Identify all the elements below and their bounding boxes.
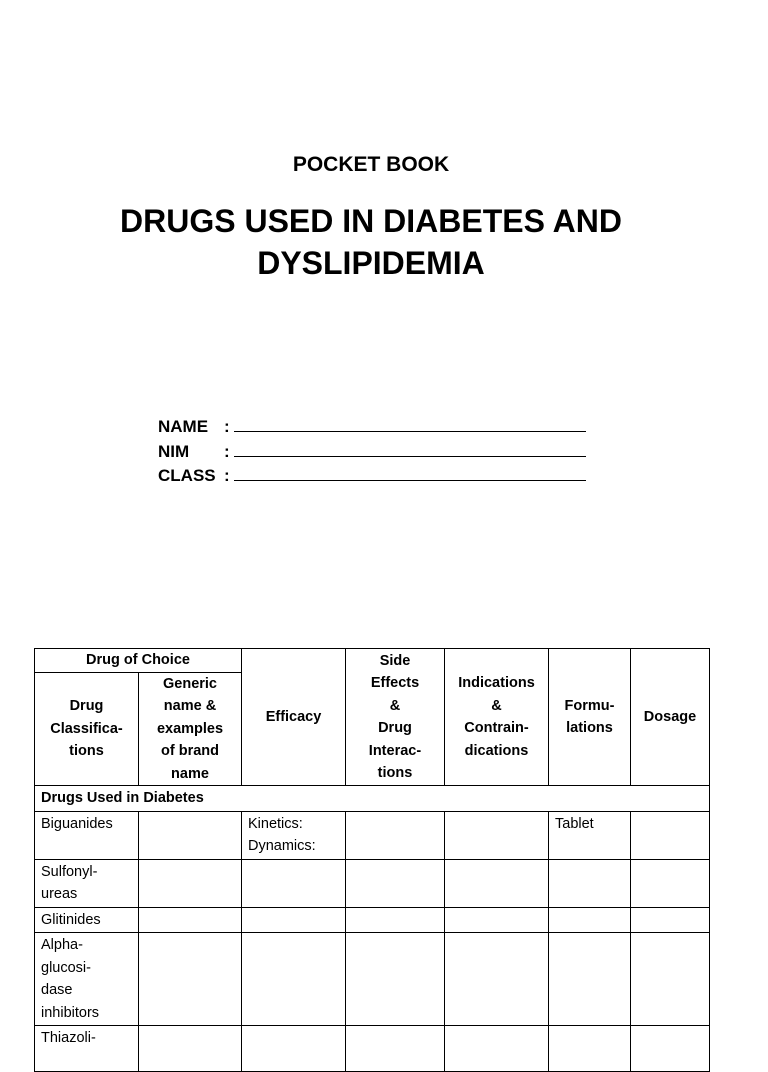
classification-cell: Glitinides <box>35 907 139 933</box>
document-subtitle: POCKET BOOK <box>292 153 450 176</box>
classification-header: Drug Classifica- tions <box>35 672 139 786</box>
indications-cell[interactable] <box>445 811 549 859</box>
nim-blank-line[interactable] <box>234 439 586 457</box>
name-blank-line[interactable] <box>234 414 586 432</box>
generic-name-cell[interactable] <box>139 859 242 907</box>
generic-name-cell[interactable] <box>139 933 242 1026</box>
formulations-cell[interactable] <box>549 907 631 933</box>
efficacy-cell[interactable] <box>242 933 346 1026</box>
classification-cell: Thiazoli- <box>35 1026 139 1072</box>
generic-name-cell[interactable] <box>139 811 242 859</box>
indications-cell[interactable] <box>445 1026 549 1072</box>
nim-label: NIM <box>158 441 190 461</box>
class-blank-line[interactable] <box>234 463 586 481</box>
side-effects-cell[interactable] <box>346 933 445 1026</box>
side-effects-cell[interactable] <box>346 859 445 907</box>
dosage-cell[interactable] <box>631 1026 710 1072</box>
generic-name-header: Generic name & examples of brand name <box>139 672 242 786</box>
side-effects-cell[interactable] <box>346 811 445 859</box>
class-label: CLASS <box>158 466 216 485</box>
dosage-header: Dosage <box>631 649 710 786</box>
side-effects-header: Side Effects & Drug Interac- tions <box>346 649 445 786</box>
nim-field-row <box>158 439 586 464</box>
generic-name-cell[interactable] <box>139 907 242 933</box>
indications-header: Indications & Contrain- dications <box>445 649 549 786</box>
dosage-cell[interactable] <box>631 859 710 907</box>
efficacy-cell[interactable] <box>242 1026 346 1072</box>
class-field-row <box>158 463 586 488</box>
efficacy-cell[interactable] <box>242 907 346 933</box>
name-separator: : <box>224 417 230 436</box>
formulations-cell[interactable] <box>549 1026 631 1072</box>
formulations-cell[interactable]: Tablet <box>549 811 631 859</box>
generic-name-cell[interactable] <box>139 1026 242 1072</box>
section-label: Drugs Used in Diabetes <box>35 786 710 812</box>
indications-cell[interactable] <box>445 933 549 1026</box>
drug-of-choice-header: Drug of Choice <box>35 649 242 673</box>
indications-cell[interactable] <box>445 907 549 933</box>
formulations-cell[interactable] <box>549 859 631 907</box>
table-header-row-1 <box>35 649 710 673</box>
classification-cell: Biguanides <box>35 811 139 859</box>
name-field-row <box>158 414 586 439</box>
side-effects-cell[interactable] <box>346 907 445 933</box>
efficacy-cell[interactable]: Kinetics: Dynamics: <box>242 811 346 859</box>
indications-cell[interactable] <box>445 859 549 907</box>
class-separator: : <box>224 466 230 485</box>
dosage-cell[interactable] <box>631 933 710 1026</box>
table-row <box>35 907 710 933</box>
table-row <box>35 1026 710 1072</box>
classification-cell: Sulfonyl- ureas <box>35 859 139 907</box>
efficacy-header: Efficacy <box>242 649 346 786</box>
dosage-cell[interactable] <box>631 907 710 933</box>
formulations-cell[interactable] <box>549 933 631 1026</box>
dosage-cell[interactable] <box>631 811 710 859</box>
title-line-2: DYSLIPIDEMIA <box>257 245 485 281</box>
side-effects-cell[interactable] <box>346 1026 445 1072</box>
formulations-header: Formu- lations <box>549 649 631 786</box>
drugs-table <box>34 648 710 1072</box>
efficacy-cell[interactable] <box>242 859 346 907</box>
table-row <box>35 811 710 859</box>
table-row <box>35 859 710 907</box>
document-title <box>0 200 742 284</box>
classification-cell: Alpha- glucosi- dase inhibitors <box>35 933 139 1026</box>
table-row <box>35 933 710 1026</box>
nim-separator: : <box>224 441 230 461</box>
name-label: NAME <box>158 417 209 436</box>
title-line-1: DRUGS USED IN DIABETES AND <box>120 203 622 239</box>
student-info-fields <box>158 414 586 488</box>
section-row <box>35 786 710 812</box>
